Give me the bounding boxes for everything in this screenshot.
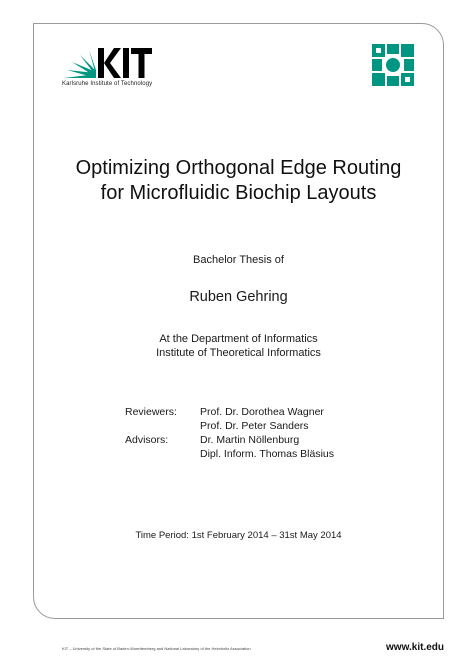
- kit-logo: [62, 44, 154, 85]
- reviewer-row: [125, 405, 334, 419]
- reviewer-1: Prof. Dr. Dorothea Wagner: [200, 406, 324, 418]
- advisor-row: [125, 433, 334, 447]
- advisor-row: [125, 447, 334, 461]
- thesis-title: [33, 156, 444, 206]
- title-line-1: Optimizing Orthogonal Edge Routing: [75, 157, 402, 179]
- advisor-2: Dipl. Inform. Thomas Bläsius: [200, 448, 335, 460]
- footer-url[interactable]: www.kit.edu: [386, 642, 444, 653]
- thesis-type: Bachelor Thesis of: [193, 254, 284, 266]
- author-name: Ruben Gehring: [189, 289, 288, 305]
- advisors-label: Advisors:: [125, 434, 169, 446]
- footer-institution: KIT – University of the State of Baden-Wuerttemberg and National Laboratory of the Helmholtz Association: [62, 646, 251, 651]
- reviewers-label: Reviewers:: [125, 406, 177, 418]
- kit-subtitle: Karlsruhe Institute of Technology: [62, 81, 153, 87]
- group-logo-icon: [372, 44, 414, 91]
- advisor-1: Dr. Martin Nöllenburg: [200, 434, 300, 446]
- title-line-2: for Microfluidic Biochip Layouts: [100, 182, 377, 204]
- time-period: Time Period: 1st February 2014 – 31st May 2014: [135, 530, 342, 541]
- reviewer-2: Prof. Dr. Peter Sanders: [200, 420, 309, 432]
- reviewer-row: [125, 419, 334, 433]
- department: [33, 332, 444, 360]
- dept-line-1: At the Department of Informatics: [159, 333, 318, 345]
- dept-line-2: Institute of Theoretical Informatics: [156, 347, 321, 359]
- committee-block: [125, 405, 334, 461]
